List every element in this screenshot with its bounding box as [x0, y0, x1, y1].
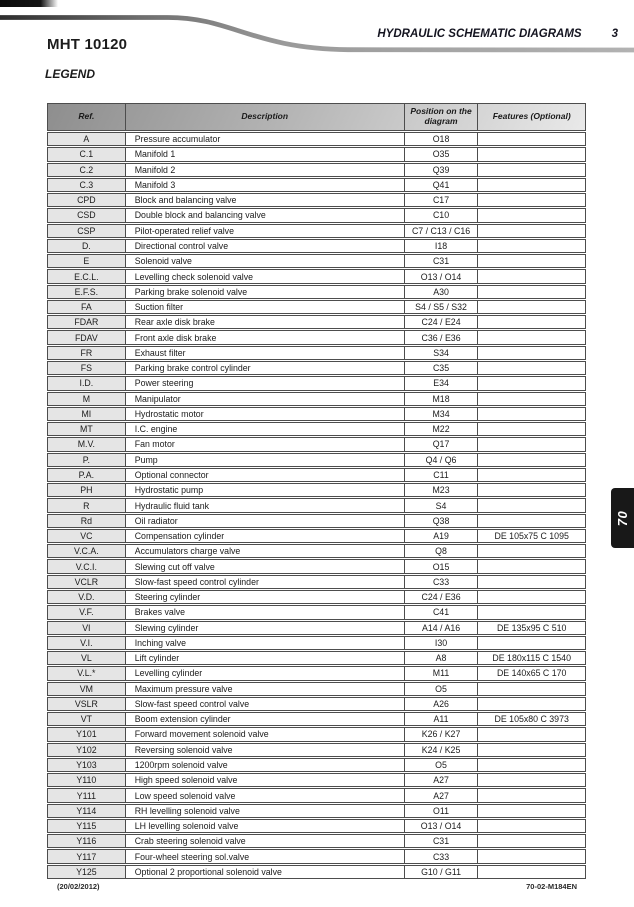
- position-cell: A19: [404, 530, 478, 542]
- features-cell: [477, 179, 585, 191]
- position-cell: A8: [404, 652, 478, 664]
- ref-cell: V.C.I.: [48, 560, 125, 572]
- description-cell: Pump: [125, 454, 404, 466]
- table-row: [47, 834, 586, 848]
- description-cell: Suction filter: [125, 301, 404, 313]
- ref-cell: Y110: [48, 774, 125, 786]
- ref-cell: MT: [48, 423, 125, 435]
- features-cell: [477, 133, 585, 145]
- features-cell: [477, 209, 585, 221]
- table-row: [47, 361, 586, 375]
- position-cell: A27: [404, 789, 478, 801]
- ref-cell: VL: [48, 652, 125, 664]
- table-row: [47, 468, 586, 482]
- position-cell: K26 / K27: [404, 728, 478, 740]
- ref-cell: E.F.S.: [48, 286, 125, 298]
- table-row: [47, 300, 586, 314]
- description-cell: Optional connector: [125, 469, 404, 481]
- features-cell: [477, 515, 585, 527]
- position-cell: S34: [404, 347, 478, 359]
- features-cell: [477, 805, 585, 817]
- features-cell: [477, 744, 585, 756]
- ref-cell: FDAR: [48, 316, 125, 328]
- description-cell: Accumulators charge valve: [125, 545, 404, 557]
- description-cell: Directional control valve: [125, 240, 404, 252]
- description-cell: Optional 2 proportional solenoid valve: [125, 866, 404, 878]
- description-cell: Front axle disk brake: [125, 331, 404, 343]
- description-cell: Exhaust filter: [125, 347, 404, 359]
- table-row: [47, 407, 586, 421]
- position-cell: O5: [404, 683, 478, 695]
- position-cell: Q4 / Q6: [404, 454, 478, 466]
- features-cell: [477, 866, 585, 878]
- section-tab: [611, 488, 634, 548]
- position-cell: O13 / O14: [404, 820, 478, 832]
- table-row: [47, 330, 586, 344]
- description-cell: Levelling check solenoid valve: [125, 270, 404, 282]
- position-cell: K24 / K25: [404, 744, 478, 756]
- column-header-ref: Ref.: [78, 111, 95, 122]
- position-cell: M18: [404, 393, 478, 405]
- features-cell: DE 180x115 C 1540: [477, 652, 585, 664]
- ref-cell: VC: [48, 530, 125, 542]
- position-cell: C33: [404, 850, 478, 862]
- table-row: [47, 346, 586, 360]
- description-cell: Boom extension cylinder: [125, 713, 404, 725]
- ref-cell: Y116: [48, 835, 125, 847]
- ref-cell: CPD: [48, 194, 125, 206]
- table-row: [47, 773, 586, 787]
- features-cell: [477, 774, 585, 786]
- position-cell: Q8: [404, 545, 478, 557]
- features-cell: [477, 438, 585, 450]
- description-cell: Double block and balancing valve: [125, 209, 404, 221]
- features-cell: [477, 393, 585, 405]
- description-cell: Slow-fast speed control valve: [125, 698, 404, 710]
- features-cell: DE 135x95 C 510: [477, 622, 585, 634]
- table-row: [47, 193, 586, 207]
- features-cell: [477, 194, 585, 206]
- position-cell: M11: [404, 667, 478, 679]
- position-cell: A30: [404, 286, 478, 298]
- table-row: [47, 804, 586, 818]
- description-cell: Manifold 3: [125, 179, 404, 191]
- table-row: [47, 544, 586, 558]
- position-cell: C31: [404, 835, 478, 847]
- table-row: [47, 208, 586, 222]
- description-cell: Fan motor: [125, 438, 404, 450]
- features-cell: [477, 576, 585, 588]
- table-row: [47, 285, 586, 299]
- position-cell: I30: [404, 637, 478, 649]
- ref-cell: Y103: [48, 759, 125, 771]
- description-cell: Hydraulic fluid tank: [125, 499, 404, 511]
- legend-table-header-row: [47, 103, 586, 131]
- table-row: [47, 605, 586, 619]
- ref-cell: P.A.: [48, 469, 125, 481]
- column-header-position: Position on the diagram: [404, 104, 478, 130]
- ref-cell: M.V.: [48, 438, 125, 450]
- position-cell: O18: [404, 133, 478, 145]
- position-cell: C24 / E24: [404, 316, 478, 328]
- ref-cell: VT: [48, 713, 125, 725]
- table-row: [47, 712, 586, 726]
- ref-cell: VSLR: [48, 698, 125, 710]
- ref-cell: MI: [48, 408, 125, 420]
- features-cell: [477, 545, 585, 557]
- position-cell: C10: [404, 209, 478, 221]
- table-row: [47, 849, 586, 863]
- features-cell: [477, 225, 585, 237]
- position-cell: M34: [404, 408, 478, 420]
- features-cell: [477, 148, 585, 160]
- table-row: [47, 727, 586, 741]
- position-cell: O35: [404, 148, 478, 160]
- features-cell: [477, 637, 585, 649]
- table-row: [47, 376, 586, 390]
- description-cell: Slow-fast speed control cylinder: [125, 576, 404, 588]
- ref-cell: Y125: [48, 866, 125, 878]
- ref-cell: Y101: [48, 728, 125, 740]
- table-row: [47, 269, 586, 283]
- description-cell: Manifold 1: [125, 148, 404, 160]
- table-row: [47, 865, 586, 879]
- features-cell: [477, 484, 585, 496]
- footer-date: (20/02/2012): [57, 882, 100, 891]
- features-cell: DE 105x75 C 1095: [477, 530, 585, 542]
- table-row: [47, 514, 586, 528]
- ref-cell: V.L.*: [48, 667, 125, 679]
- features-cell: [477, 240, 585, 252]
- description-cell: Slewing cut off valve: [125, 560, 404, 572]
- footer-doc-code: 70-02-M184EN: [526, 882, 577, 891]
- description-cell: Levelling cylinder: [125, 667, 404, 679]
- features-cell: [477, 606, 585, 618]
- ref-cell: FS: [48, 362, 125, 374]
- features-cell: [477, 362, 585, 374]
- position-cell: C7 / C13 / C16: [404, 225, 478, 237]
- ref-cell: E: [48, 255, 125, 267]
- table-row: [47, 498, 586, 512]
- ref-cell: V.D.: [48, 591, 125, 603]
- position-cell: C17: [404, 194, 478, 206]
- ref-cell: FR: [48, 347, 125, 359]
- table-row: [47, 239, 586, 253]
- ref-cell: C.1: [48, 148, 125, 160]
- table-row: [47, 575, 586, 589]
- ref-cell: R: [48, 499, 125, 511]
- ref-cell: CSD: [48, 209, 125, 221]
- ref-cell: M: [48, 393, 125, 405]
- description-cell: 1200rpm solenoid valve: [125, 759, 404, 771]
- features-cell: DE 140x65 C 170: [477, 667, 585, 679]
- description-cell: Block and balancing valve: [125, 194, 404, 206]
- features-cell: [477, 698, 585, 710]
- position-cell: O15: [404, 560, 478, 572]
- position-cell: C41: [404, 606, 478, 618]
- page-title-model: MHT 10120: [47, 36, 128, 53]
- position-cell: A11: [404, 713, 478, 725]
- ref-cell: FA: [48, 301, 125, 313]
- description-cell: Reversing solenoid valve: [125, 744, 404, 756]
- features-cell: [477, 301, 585, 313]
- description-cell: Compensation cylinder: [125, 530, 404, 542]
- features-cell: [477, 789, 585, 801]
- features-cell: [477, 835, 585, 847]
- features-cell: [477, 728, 585, 740]
- table-row: [47, 315, 586, 329]
- section-tab-label: 70: [615, 510, 630, 526]
- page-header: [377, 28, 618, 40]
- table-row: [47, 743, 586, 757]
- table-row: [47, 422, 586, 436]
- position-cell: Q38: [404, 515, 478, 527]
- description-cell: Lift cylinder: [125, 652, 404, 664]
- table-row: [47, 483, 586, 497]
- description-cell: Brakes valve: [125, 606, 404, 618]
- features-cell: [477, 286, 585, 298]
- ref-cell: Y115: [48, 820, 125, 832]
- table-row: [47, 682, 586, 696]
- ref-cell: Y117: [48, 850, 125, 862]
- ref-cell: P.: [48, 454, 125, 466]
- table-row: [47, 437, 586, 451]
- ref-cell: C.2: [48, 164, 125, 176]
- table-row: [47, 163, 586, 177]
- legend-table-body: [47, 132, 586, 879]
- table-row: [47, 636, 586, 650]
- section-title: HYDRAULIC SCHEMATIC DIAGRAMS: [377, 28, 582, 40]
- table-row: [47, 590, 586, 604]
- position-cell: I18: [404, 240, 478, 252]
- position-cell: C31: [404, 255, 478, 267]
- ref-cell: PH: [48, 484, 125, 496]
- description-cell: Hydrostatic motor: [125, 408, 404, 420]
- ref-cell: I.D.: [48, 377, 125, 389]
- features-cell: [477, 759, 585, 771]
- position-cell: O11: [404, 805, 478, 817]
- table-row: [47, 819, 586, 833]
- legend-heading: LEGEND: [45, 67, 96, 81]
- page-number: 3: [611, 28, 618, 40]
- features-cell: [477, 560, 585, 572]
- description-cell: Pressure accumulator: [125, 133, 404, 145]
- position-cell: C11: [404, 469, 478, 481]
- position-cell: A14 / A16: [404, 622, 478, 634]
- table-row: [47, 254, 586, 268]
- table-row: [47, 788, 586, 802]
- position-cell: Q17: [404, 438, 478, 450]
- description-cell: Parking brake solenoid valve: [125, 286, 404, 298]
- features-cell: [477, 423, 585, 435]
- position-cell: S4: [404, 499, 478, 511]
- description-cell: Oil radiator: [125, 515, 404, 527]
- features-cell: [477, 408, 585, 420]
- description-cell: Pilot-operated relief valve: [125, 225, 404, 237]
- features-cell: [477, 454, 585, 466]
- ref-cell: E.C.L.: [48, 270, 125, 282]
- features-cell: [477, 255, 585, 267]
- description-cell: RH levelling solenoid valve: [125, 805, 404, 817]
- description-cell: Parking brake control cylinder: [125, 362, 404, 374]
- ref-cell: Y114: [48, 805, 125, 817]
- features-cell: [477, 331, 585, 343]
- table-row: [47, 178, 586, 192]
- position-cell: O13 / O14: [404, 270, 478, 282]
- column-header-features: Features (Optional): [477, 104, 585, 130]
- features-cell: [477, 683, 585, 695]
- ref-cell: VM: [48, 683, 125, 695]
- column-header-description: Description: [125, 104, 404, 130]
- ref-cell: VI: [48, 622, 125, 634]
- features-cell: [477, 270, 585, 282]
- ref-cell: VCLR: [48, 576, 125, 588]
- features-cell: [477, 347, 585, 359]
- features-cell: [477, 316, 585, 328]
- ref-cell: Rd: [48, 515, 125, 527]
- description-cell: Forward movement solenoid valve: [125, 728, 404, 740]
- position-cell: A27: [404, 774, 478, 786]
- table-row: [47, 224, 586, 238]
- description-cell: I.C. engine: [125, 423, 404, 435]
- features-cell: [477, 469, 585, 481]
- position-cell: S4 / S5 / S32: [404, 301, 478, 313]
- position-cell: Q39: [404, 164, 478, 176]
- features-cell: [477, 591, 585, 603]
- table-row: [47, 621, 586, 635]
- table-row: [47, 651, 586, 665]
- table-row: [47, 697, 586, 711]
- features-cell: DE 105x80 C 3973: [477, 713, 585, 725]
- description-cell: Solenoid valve: [125, 255, 404, 267]
- position-cell: G10 / G11: [404, 866, 478, 878]
- description-cell: Crab steering solenoid valve: [125, 835, 404, 847]
- description-cell: Inching valve: [125, 637, 404, 649]
- ref-cell: FDAV: [48, 331, 125, 343]
- features-cell: [477, 164, 585, 176]
- description-cell: LH levelling solenoid valve: [125, 820, 404, 832]
- table-row: [47, 529, 586, 543]
- features-cell: [477, 377, 585, 389]
- features-cell: [477, 820, 585, 832]
- position-cell: C33: [404, 576, 478, 588]
- position-cell: Q41: [404, 179, 478, 191]
- description-cell: Power steering: [125, 377, 404, 389]
- features-cell: [477, 850, 585, 862]
- table-row: [47, 132, 586, 146]
- ref-cell: CSP: [48, 225, 125, 237]
- ref-cell: D.: [48, 240, 125, 252]
- features-cell: [477, 499, 585, 511]
- description-cell: Hydrostatic pump: [125, 484, 404, 496]
- table-row: [47, 758, 586, 772]
- ref-cell: V.F.: [48, 606, 125, 618]
- table-row: [47, 453, 586, 467]
- description-cell: Maximum pressure valve: [125, 683, 404, 695]
- position-cell: E34: [404, 377, 478, 389]
- description-cell: Low speed solenoid valve: [125, 789, 404, 801]
- table-row: [47, 392, 586, 406]
- table-row: [47, 559, 586, 573]
- description-cell: Manipulator: [125, 393, 404, 405]
- position-cell: C35: [404, 362, 478, 374]
- ref-cell: Y102: [48, 744, 125, 756]
- description-cell: Slewing cylinder: [125, 622, 404, 634]
- ref-cell: V.I.: [48, 637, 125, 649]
- table-row: [47, 666, 586, 680]
- position-cell: A26: [404, 698, 478, 710]
- position-cell: O5: [404, 759, 478, 771]
- ref-cell: V.C.A.: [48, 545, 125, 557]
- position-cell: M23: [404, 484, 478, 496]
- ref-cell: Y111: [48, 789, 125, 801]
- description-cell: Four-wheel steering sol.valve: [125, 850, 404, 862]
- legend-table: [47, 103, 586, 879]
- description-cell: Manifold 2: [125, 164, 404, 176]
- description-cell: High speed solenoid valve: [125, 774, 404, 786]
- description-cell: Steering cylinder: [125, 591, 404, 603]
- description-cell: Rear axle disk brake: [125, 316, 404, 328]
- ref-cell: A: [48, 133, 125, 145]
- position-cell: M22: [404, 423, 478, 435]
- ref-cell: C.3: [48, 179, 125, 191]
- position-cell: C36 / E36: [404, 331, 478, 343]
- table-row: [47, 147, 586, 161]
- position-cell: C24 / E36: [404, 591, 478, 603]
